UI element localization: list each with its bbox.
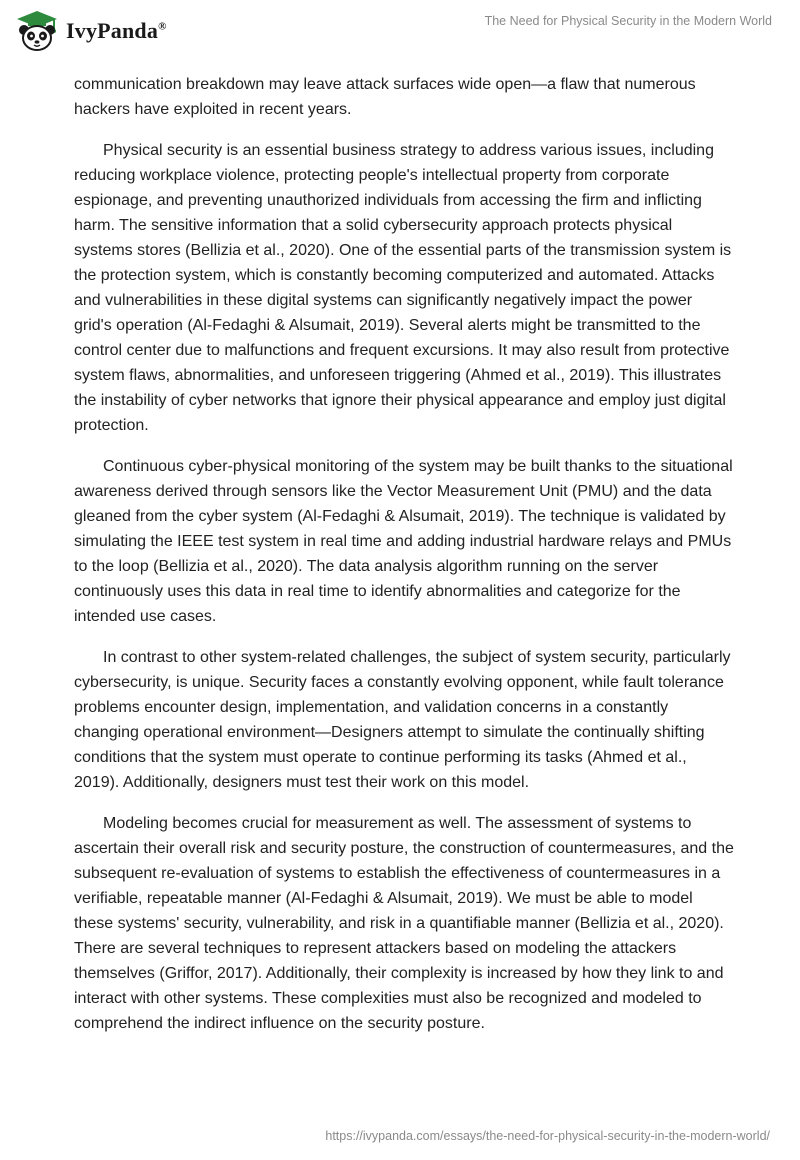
document-title: The Need for Physical Security in the Modern World <box>484 14 772 28</box>
source-url[interactable]: https://ivypanda.com/essays/the-need-for-physical-security-in-the-modern-world/ <box>325 1129 770 1143</box>
paragraph: In contrast to other system-related challenges, the subject of system security, particularly cybersecurity, is unique. Security faces a constantly evolving opponent, while fault tolerance problems encounter design, implementation, and validation concerns in a constantly changing operational environment—Designers attempt to simulate the continually shifting conditions that the system must operate to continue performing its tasks (Ahmed et al., 2019). Additionally, designers must test their work on this model. <box>74 649 731 791</box>
page-header <box>0 0 800 70</box>
essay-body <box>74 72 734 1052</box>
paragraph: Continuous cyber-physical monitoring of the system may be built thanks to the situational awareness derived through sensors like the Vector Measurement Unit (PMU) and the data gleaned from the cyber system (Al-Fedaghi & Alsumait, 2019). The technique is validated by simulating the IEEE test system in real time and adding industrial hardware relays and PMUs to the loop (Bellizia et al., 2020). The data analysis algorithm running on the server continuously uses this data in real time to identify abnormalities and categorize for the intended use cases. <box>74 458 733 625</box>
paragraph: communication breakdown may leave attack surfaces wide open—a flaw that numerous hackers have exploited in recent years. <box>74 76 696 118</box>
panda-graduate-icon <box>14 8 60 54</box>
ivypanda-logo[interactable] <box>14 6 167 56</box>
paragraph: Modeling becomes crucial for measurement as well. The assessment of systems to ascertain their overall risk and security posture, the construction of countermeasures, and the subsequent re-evaluation of systems to establish the effectiveness of countermeasures in a verifiable, repeatable manner (Al-Fedaghi & Alsumait, 2019). We must be able to model these systems' security, vulnerability, and risk in a quantifiable manner (Bellizia et al., 2020). There are several techniques to represent attackers based on modeling the attackers themselves (Griffor, 2017). Additionally, their complexity is increased by how they link to and interact with other systems. These complexities must also be recognized and modeled to comprehend the indirect influence on the security posture. <box>74 815 734 1032</box>
brand-name: IvyPanda® <box>66 18 167 43</box>
paragraph: Physical security is an essential business strategy to address various issues, including reducing workplace violence, protecting people's intellectual property from corporate espionage, and preventing unauthorized individuals from accessing the firm and inflicting harm. The sensitive information that a solid cybersecurity approach protects physical systems stores (Bellizia et al., 2020). One of the essential parts of the transmission system is the protection system, which is constantly becoming computerized and automated. Attacks and vulnerabilities in these digital systems can significantly negatively impact the power grid's operation (Al-Fedaghi & Alsumait, 2019). Several alerts might be transmitted to the control center due to malfunctions and frequent excursions. It may also result from protective system flaws, abnormalities, and unforeseen triggering (Ahmed et al., 2019). This illustrates the instability of cyber networks that ignore their physical appearance and employ just digital protection. <box>74 142 732 434</box>
